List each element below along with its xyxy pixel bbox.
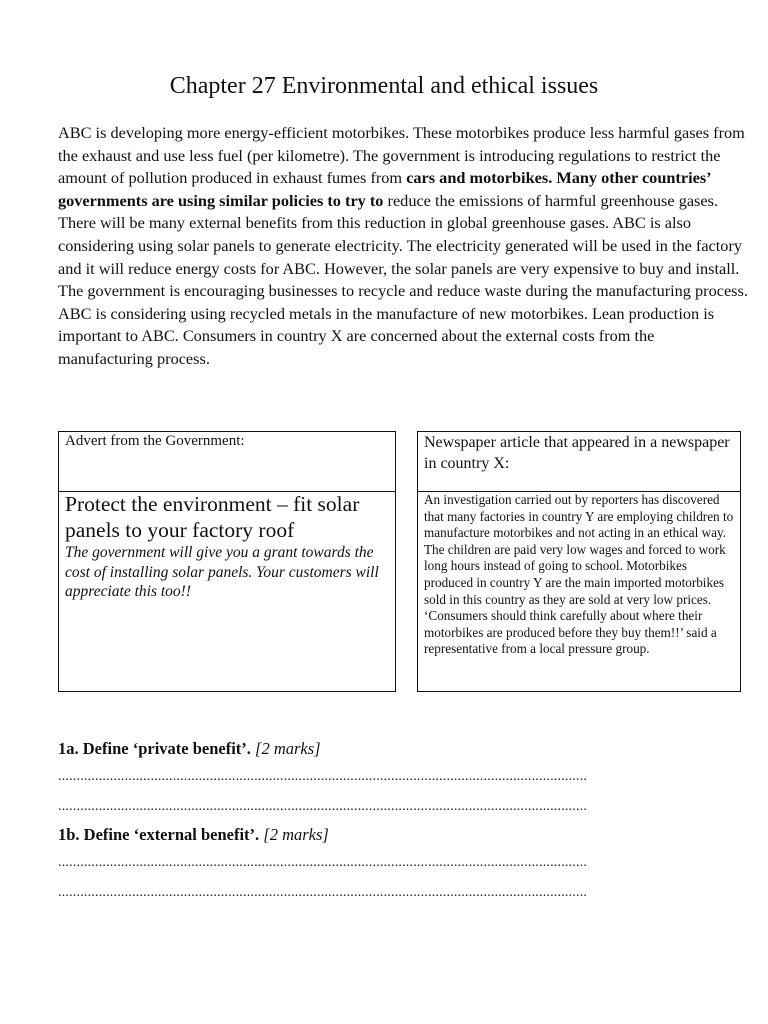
answer-line-1a-2[interactable]: ............................................................................................................................................... [58, 801, 588, 813]
newspaper-article-box [417, 431, 741, 692]
question-1a [58, 738, 321, 760]
newspaper-article-body: An investigation carried out by reporters has discovered that many factories in country Y are employing children to manufacture motorbikes and not acting in an ethical way. The children are paid very low wages and forced to work long hours instead of going to school. Motorbikes produced in country Y are the main imported motorbikes sold in this country as they are sold at very low prices. ‘Consumers should think carefully about where their motorbikes are produced before they buy them!!’ said a representative from a local pressure group. [424, 492, 734, 657]
intro-text [58, 122, 748, 371]
question-1a-marks: [2 marks] [255, 739, 321, 758]
answer-line-1a-1[interactable]: ............................................................................................................................................... [58, 771, 588, 783]
question-1b-marks: [2 marks] [263, 825, 329, 844]
government-advert-body [59, 492, 395, 602]
intro-paragraph-1 [58, 122, 748, 280]
question-1b-label: 1b. Define ‘external benefit’. [58, 825, 260, 844]
answer-line-1b-1[interactable]: ............................................................................................................................................... [58, 857, 588, 869]
government-advert-header: Advert from the Government: [59, 432, 395, 492]
question-1a-label: 1a. Define ‘private benefit’. [58, 739, 251, 758]
advert-headline: Protect the environment – fit solar panels to your factory roof [65, 492, 360, 542]
government-advert-box [58, 431, 396, 692]
question-1b [58, 824, 329, 846]
intro-paragraph-1-end: reduce the emissions of harmful greenhouse gases. There will be many external benefits from this reduction in global greenhouse gases. ABC is also considering using solar panels to generate electricity. The electricity generated will be used in the factory and it will reduce energy costs for ABC. However, the solar panels are very expensive to buy and install. [58, 190, 743, 278]
advert-body-text: The government will give you a grant towards the cost of installing solar panels. Your customers will appreciate this too!! [65, 544, 379, 600]
newspaper-article-header: Newspaper article that appeared in a newspaper in country X: [418, 432, 740, 492]
page-title: Chapter 27 Environmental and ethical issues [169, 73, 599, 99]
intro-paragraph-2: The government is encouraging businesses to recycle and reduce waste during the manufacturing process. ABC is considering using recycled metals in the manufacture of new motorbikes. Lean production is important to ABC. Consumers in country X are concerned about the external costs from the manufacturing process. [58, 281, 748, 368]
intro-paragraph-1-bold: cars and motorbikes. Many other countries’ governments are using similar policies to try to [58, 168, 711, 210]
answer-line-1b-2[interactable]: ............................................................................................................................................... [58, 887, 588, 899]
intro-paragraph-1-start: ABC is developing more energy-efficient motorbikes. These motorbikes produce less harmful gases from the exhaust and use less fuel (per kilometre). The government is introducing regulations to restrict the amount of pollution produced in exhaust fumes from [58, 123, 745, 188]
